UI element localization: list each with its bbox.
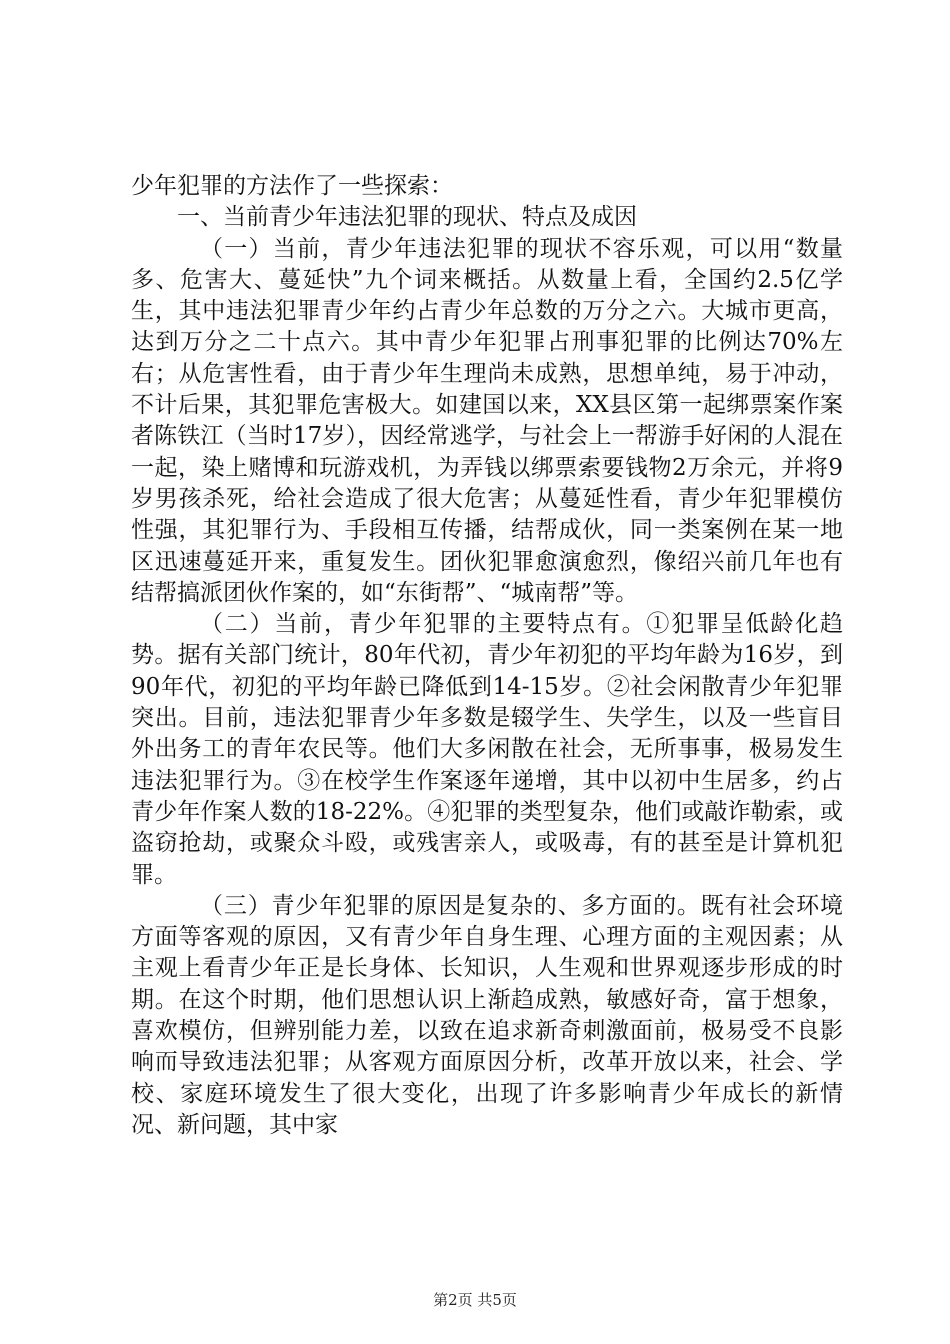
section-heading: 一、当前青少年违法犯罪的现状、特点及成因 — [177, 204, 637, 231]
paragraph-main-features: （二）当前，青少年犯罪的主要特点有。①犯罪呈低龄化趋势。据有关部门统计，80年代初，青少年初犯的平均年龄为16岁，到90年代，初犯的平均年龄已降低到14-15岁。②社会闲散青少年犯罪突出。目前，违法犯罪青少年多数是辍学生、失学生，以及一些盲目外出务工的青年农民等。他们大多闲散在社会，无所事事，极易发生违法犯罪行为。③在校学生作案逐年递增，其中以初中生居多，约占青少年作案人数的18-22%。④犯罪的类型复杂，他们或敲诈勒索，或盗窃抢劫，或聚众斗殴，或残害亲人，或吸毒，有的甚至是计算机犯罪。 — [131, 611, 843, 888]
paragraph-continuation: 少年犯罪的方法作了一些探索： — [131, 173, 453, 199]
paragraph-causes: （三）青少年犯罪的原因是复杂的、多方面的。既有社会环境方面等客观的原因，又有青少年自身生理、心理方面的主观因素；从主观上看青少年正是长身体、长知识，人生观和世界观逐步形成的时期。在这个时期，他们思想认识上渐趋成熟，敏感好奇，富于想象，喜欢模仿，但辨别能力差，以致在追求新奇刺激面前，极易受不良影响而导致违法犯罪；从客观方面原因分析，改革开放以来，社会、学校、家庭环境发生了很大变化，出现了许多影响青少年成长的新情况、新问题，其中家 — [131, 892, 843, 1138]
document-body — [131, 171, 843, 1141]
paragraph-current-situation: （一）当前，青少年违法犯罪的现状不容乐观，可以用“数量多、危害大、蔓延快”九个词来概括。从数量上看，全国约2.5亿学生，其中违法犯罪青少年约占青少年总数的万分之六。大城市更高，达到万分之二十点六。其中青少年犯罪占刑事犯罪的比例达70%左右；从危害性看，由于青少年生理尚未成熟，思想单纯，易于冲动，不计后果，其犯罪危害极大。如建国以来，XX县区第一起绑票案作案者陈铁江（当时17岁），因经常逃学，与社会上一帮游手好闲的人混在一起，染上赌博和玩游戏机，为弄钱以绑票索要钱物2万余元，并将9岁男孩杀死，给社会造成了很大危害；从蔓延性看，青少年犯罪模仿性强，其犯罪行为、手段相互传播，结帮成伙，同一类案例在某一地区迅速蔓延开来，重复发生。团伙犯罪愈演愈烈，像绍兴前几年也有结帮搞派团伙作案的，如“东街帮”、“城南帮”等。 — [131, 235, 843, 606]
page-number-footer: 第2页 共5页 — [433, 1291, 517, 1309]
